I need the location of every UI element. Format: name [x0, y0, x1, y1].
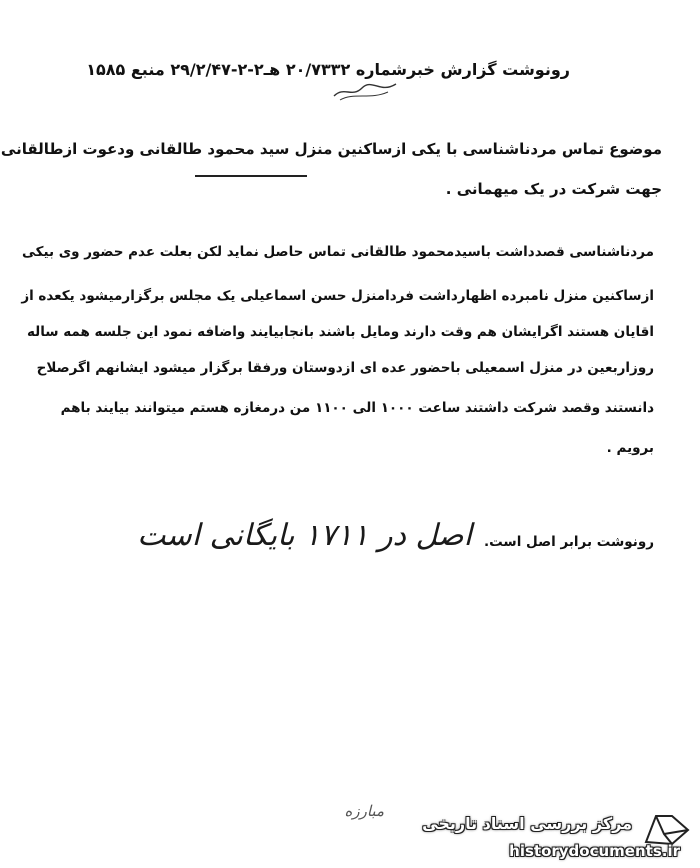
watermark	[400, 808, 700, 868]
archive-logo-icon	[642, 812, 692, 846]
handwritten-archive-note: اصل در ۱۷۱۱ بایگانی است	[137, 518, 472, 553]
subject-line-2: جهت شرکت در یک میهمانی .	[445, 180, 662, 198]
body-line-1: مردناشناسی قصدداشت باسیدمحمود طالقانی تماس حاصل نماید لکن بعلت عدم حضور وی بیکی	[21, 244, 654, 260]
body-line-5: دانستند وقصد شرکت داشتند ساعت ۱۰۰۰ الی ۱۱۰۰ من درمغازه هستم میتوانند بیایند باهم	[60, 400, 654, 416]
subject-underline	[195, 175, 307, 177]
header-initial-scribble	[330, 78, 400, 102]
watermark-title: مرکز بررسی اسناد تاریخی	[422, 814, 632, 833]
bottom-handwritten-scribble: مبارزه	[344, 802, 384, 820]
body-line-4: روزاربعین در منزل اسمعیلی باحضور عده ای ازدوستان ورفقا برگزار میشود ایشانهم اگرصلاح	[36, 360, 654, 376]
subject-line-1: موضوع تماس مردناشناسی با یکی ازساکنین منزل سید محمود طالقانی ودعوت ازطالقانی	[0, 140, 662, 158]
body-line-3: اقایان هستند اگرایشان هم وقت دارند ومایل باشند بانجابیایند واضافه نمود این جلسه همه ساله	[26, 324, 654, 340]
body-line-2: ازساکنین منزل نامبرده اظهارداشت فردامنزل حسن اسماعیلی یک مجلس برگزارمیشود یکعده از	[21, 288, 654, 304]
watermark-url: historydocuments.ir	[509, 842, 680, 860]
certification-text: رونوشت برابر اصل است.	[484, 534, 654, 550]
body-line-6: برویم .	[606, 440, 654, 456]
report-header: رونوشت گزارش خبرشماره ۲۰/۷۳۳۲ هـ۲-۲-۲۹/۲/۴۷ منبع ۱۵۸۵	[86, 60, 570, 79]
